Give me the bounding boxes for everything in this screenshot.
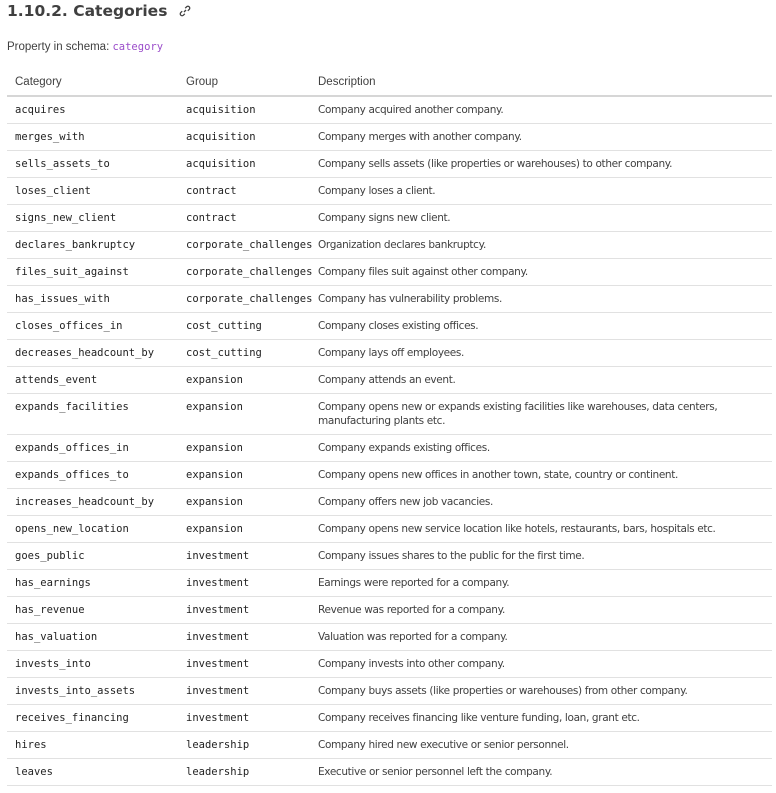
- table-row: [7, 286, 772, 313]
- table-row: [7, 597, 772, 624]
- category-cell: leaves: [7, 759, 178, 786]
- table-row: [7, 462, 772, 489]
- category-cell: invests_into_assets: [7, 678, 178, 705]
- description-cell: Organization declares bankruptcy.: [310, 232, 772, 259]
- table-row: [7, 151, 772, 178]
- group-cell: investment: [178, 651, 310, 678]
- group-cell: cost_cutting: [178, 313, 310, 340]
- group-cell: expansion: [178, 516, 310, 543]
- table-row: [7, 543, 772, 570]
- group-cell: acquisition: [178, 124, 310, 151]
- description-cell: Company opens new or expands existing facilities like warehouses, data centers, manufacturing plants etc.: [310, 394, 772, 435]
- group-cell: investment: [178, 543, 310, 570]
- category-cell: hires: [7, 732, 178, 759]
- group-cell: corporate_challenges: [178, 232, 310, 259]
- section-title: Categories: [73, 2, 168, 20]
- table-row: [7, 489, 772, 516]
- description-cell: Company opens new service location like hotels, restaurants, bars, hospitals etc.: [310, 516, 772, 543]
- description-cell: Company invests into other company.: [310, 651, 772, 678]
- category-cell: has_revenue: [7, 597, 178, 624]
- description-cell: Company merges with another company.: [310, 124, 772, 151]
- category-cell: loses_client: [7, 178, 178, 205]
- table-row: [7, 678, 772, 705]
- group-cell: leadership: [178, 759, 310, 786]
- schema-property-value: category: [112, 41, 164, 53]
- description-cell: Company offers new job vacancies.: [310, 489, 772, 516]
- section-heading: [7, 0, 776, 23]
- table-row: [7, 705, 772, 732]
- group-cell: acquisition: [178, 96, 310, 124]
- table-row: [7, 435, 772, 462]
- table-row: [7, 732, 772, 759]
- group-cell: investment: [178, 705, 310, 732]
- description-cell: Company attends an event.: [310, 367, 772, 394]
- table-row: [7, 124, 772, 151]
- schema-property-label: Property in schema:: [7, 41, 110, 53]
- section-number: 1.10.2.: [7, 2, 68, 20]
- description-cell: Company signs new client.: [310, 205, 772, 232]
- group-cell: investment: [178, 678, 310, 705]
- table-row: [7, 516, 772, 543]
- table-row: [7, 232, 772, 259]
- description-cell: Company sells assets (like properties or warehouses) to other company.: [310, 151, 772, 178]
- group-cell: expansion: [178, 394, 310, 435]
- description-cell: Valuation was reported for a company.: [310, 624, 772, 651]
- group-cell: investment: [178, 624, 310, 651]
- category-cell: expands_offices_in: [7, 435, 178, 462]
- category-cell: files_suit_against: [7, 259, 178, 286]
- group-cell: expansion: [178, 367, 310, 394]
- category-cell: has_valuation: [7, 624, 178, 651]
- category-cell: has_issues_with: [7, 286, 178, 313]
- table-row: [7, 205, 772, 232]
- description-cell: Company loses a client.: [310, 178, 772, 205]
- column-header-category: Category: [7, 69, 178, 96]
- description-cell: Company opens new offices in another town, state, country or continent.: [310, 462, 772, 489]
- schema-property-line: [7, 39, 776, 55]
- group-cell: expansion: [178, 489, 310, 516]
- description-cell: Company expands existing offices.: [310, 435, 772, 462]
- description-cell: Company hired new executive or senior personnel.: [310, 732, 772, 759]
- table-row: [7, 259, 772, 286]
- table-row: [7, 96, 772, 124]
- group-cell: expansion: [178, 435, 310, 462]
- table-row: [7, 178, 772, 205]
- link-icon[interactable]: [179, 1, 191, 21]
- description-cell: Company closes existing offices.: [310, 313, 772, 340]
- category-cell: sells_assets_to: [7, 151, 178, 178]
- category-cell: opens_new_location: [7, 516, 178, 543]
- category-cell: goes_public: [7, 543, 178, 570]
- group-cell: expansion: [178, 462, 310, 489]
- category-cell: merges_with: [7, 124, 178, 151]
- category-cell: receives_financing: [7, 705, 178, 732]
- table-row: [7, 340, 772, 367]
- description-cell: Company has vulnerability problems.: [310, 286, 772, 313]
- description-cell: Company receives financing like venture funding, loan, grant etc.: [310, 705, 772, 732]
- category-cell: signs_new_client: [7, 205, 178, 232]
- group-cell: corporate_challenges: [178, 286, 310, 313]
- category-cell: invests_into: [7, 651, 178, 678]
- group-cell: leadership: [178, 732, 310, 759]
- group-cell: corporate_challenges: [178, 259, 310, 286]
- category-cell: expands_facilities: [7, 394, 178, 435]
- description-cell: Company acquired another company.: [310, 96, 772, 124]
- description-cell: Company issues shares to the public for the first time.: [310, 543, 772, 570]
- category-cell: attends_event: [7, 367, 178, 394]
- group-cell: acquisition: [178, 151, 310, 178]
- group-cell: cost_cutting: [178, 340, 310, 367]
- table-row: [7, 651, 772, 678]
- table-row: [7, 313, 772, 340]
- table-header-row: [7, 69, 772, 96]
- description-cell: Executive or senior personnel left the company.: [310, 759, 772, 786]
- table-row: [7, 624, 772, 651]
- description-cell: Earnings were reported for a company.: [310, 570, 772, 597]
- group-cell: investment: [178, 570, 310, 597]
- category-cell: closes_offices_in: [7, 313, 178, 340]
- category-cell: expands_offices_to: [7, 462, 178, 489]
- group-cell: investment: [178, 597, 310, 624]
- group-cell: contract: [178, 178, 310, 205]
- categories-table: [7, 69, 772, 786]
- description-cell: Revenue was reported for a company.: [310, 597, 772, 624]
- description-cell: Company files suit against other company.: [310, 259, 772, 286]
- category-cell: declares_bankruptcy: [7, 232, 178, 259]
- description-cell: Company lays off employees.: [310, 340, 772, 367]
- category-cell: increases_headcount_by: [7, 489, 178, 516]
- group-cell: contract: [178, 205, 310, 232]
- category-cell: acquires: [7, 96, 178, 124]
- column-header-group: Group: [178, 69, 310, 96]
- column-header-description: Description: [310, 69, 772, 96]
- category-cell: has_earnings: [7, 570, 178, 597]
- category-cell: decreases_headcount_by: [7, 340, 178, 367]
- table-row: [7, 367, 772, 394]
- description-cell: Company buys assets (like properties or warehouses) from other company.: [310, 678, 772, 705]
- table-row: [7, 759, 772, 786]
- table-row: [7, 394, 772, 435]
- table-row: [7, 570, 772, 597]
